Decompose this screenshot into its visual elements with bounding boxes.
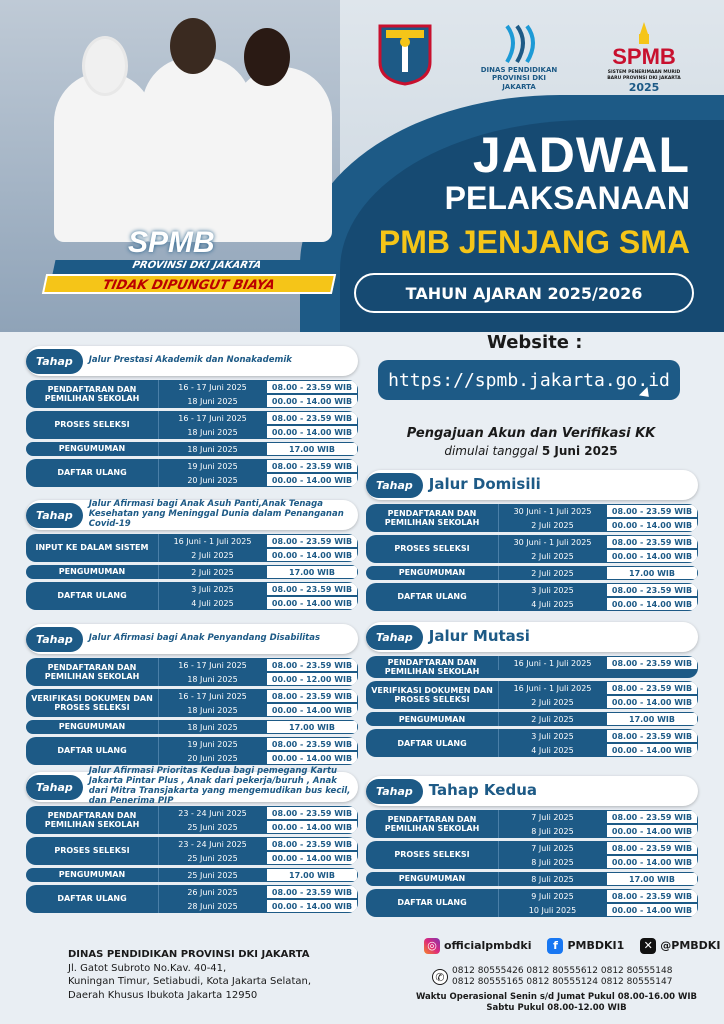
schedule-row xyxy=(26,442,358,456)
date-cell: 25 Juni 2025 xyxy=(158,851,266,865)
time-cell: 08.00 - 23.59 WIB xyxy=(606,729,698,743)
date-cell: 2 Juli 2025 xyxy=(498,566,606,580)
time-cell: 08.00 - 23.59 WIB xyxy=(266,534,358,548)
schedule-section xyxy=(26,500,358,613)
time-cell: 00.00 - 14.00 WIB xyxy=(266,394,358,408)
social-links xyxy=(424,938,720,954)
activity-label: DAFTAR ULANG xyxy=(397,738,467,748)
date-cell: 20 Juni 2025 xyxy=(158,751,266,765)
title-pmb-sma: PMB JENJANG SMA xyxy=(378,224,690,260)
instagram-icon: ◎ xyxy=(424,938,440,954)
title-jadwal: JADWAL xyxy=(472,127,690,183)
section-header xyxy=(366,470,698,500)
time-cell: 00.00 - 14.00 WIB xyxy=(606,855,698,869)
time-cell: 00.00 - 14.00 WIB xyxy=(266,548,358,562)
date-cell: 23 - 24 Juni 2025 xyxy=(158,806,266,820)
activity-label: PENDAFTARAN DAN PEMILIHAN SEKOLAH xyxy=(384,658,480,677)
footer-address: DINAS PENDIDIKAN PROVINSI DKI JAKARTA Jl. Gatot Subroto No.Kav. 40-41, Kuningan Timur, Setiabudi, Kota Jakarta Selatan, Daerah Khusus Ibukota Jakarta 12950 xyxy=(68,949,312,1001)
date-cell: 8 Juli 2025 xyxy=(498,824,606,838)
time-cell: 08.00 - 23.59 WIB xyxy=(266,737,358,751)
schedule-section xyxy=(366,622,698,760)
schedule-row xyxy=(26,658,358,686)
activity-label: VERIFIKASI DOKUMEN DAN PROSES SELEKSI xyxy=(371,686,493,705)
activity-label: DAFTAR ULANG xyxy=(57,468,127,478)
section-title: Jalur Domisili xyxy=(428,475,541,494)
schedule-section xyxy=(26,766,358,916)
date-cell: 2 Juli 2025 xyxy=(158,565,266,579)
activity-label: PENGUMUMAN xyxy=(398,714,466,724)
activity-label: PENGUMUMAN xyxy=(398,568,466,578)
time-cell: 08.00 - 23.59 WIB xyxy=(266,806,358,820)
time-cell: 00.00 - 14.00 WIB xyxy=(266,820,358,834)
date-cell: 4 Juli 2025 xyxy=(498,597,606,611)
spmb-free-badge: SPMB PROVINSI DKI JAKARTA TIDAK DIPUNGUT BIAYA xyxy=(34,226,339,302)
time-cell: 08.00 - 23.59 WIB xyxy=(606,583,698,597)
date-cell: 28 Juni 2025 xyxy=(158,899,266,913)
activity-label: PROSES SELEKSI xyxy=(394,544,470,554)
tahap-pill: Tahap xyxy=(366,473,423,498)
section-title: Tahap Kedua xyxy=(428,781,538,800)
time-cell: 08.00 - 23.59 WIB xyxy=(266,411,358,425)
activity-label: VERIFIKASI DOKUMEN DAN PROSES SELEKSI xyxy=(31,693,153,712)
activity-label: PROSES SELEKSI xyxy=(54,420,130,430)
time-cell: 00.00 - 14.00 WIB xyxy=(266,596,358,610)
time-cell: 00.00 - 14.00 WIB xyxy=(606,695,698,709)
time-cell: 08.00 - 23.59 WIB xyxy=(606,504,698,518)
activity-label: PENDAFTARAN DAN PEMILIHAN SEKOLAH xyxy=(44,810,140,829)
time-cell: 00.00 - 14.00 WIB xyxy=(266,899,358,913)
activity-label: PENGUMUMAN xyxy=(58,444,126,454)
date-cell: 10 Juli 2025 xyxy=(498,903,606,917)
date-cell: 16 Juni - 1 Juli 2025 xyxy=(158,534,266,548)
time-cell: 08.00 - 23.59 WIB xyxy=(606,841,698,855)
time-cell: 00.00 - 14.00 WIB xyxy=(266,425,358,439)
academic-year-badge: TAHUN AJARAN 2025/2026 xyxy=(354,273,694,313)
schedule-row xyxy=(366,681,698,709)
section-header xyxy=(26,624,358,654)
date-cell: 16 - 17 Juni 2025 xyxy=(158,658,266,672)
title-pelaksanaan: PELAKSANAAN xyxy=(444,180,690,216)
activity-label: DAFTAR ULANG xyxy=(57,591,127,601)
time-cell: 08.00 - 23.59 WIB xyxy=(606,681,698,695)
spmb-logo: SPMB SISTEM PENERIMAAN MURID BARU PROVINSI DKI JAKARTA 2025 xyxy=(604,22,684,94)
time-cell: 08.00 - 23.59 WIB xyxy=(266,380,358,394)
date-cell: 2 Juli 2025 xyxy=(498,518,606,532)
schedule-section xyxy=(366,776,698,920)
time-cell: 08.00 - 23.59 WIB xyxy=(606,810,698,824)
tahap-pill: Tahap xyxy=(26,775,83,800)
date-cell: 20 Juni 2025 xyxy=(158,473,266,487)
time-cell: 08.00 - 23.59 WIB xyxy=(606,656,698,670)
schedule-row xyxy=(26,582,358,610)
date-cell: 9 Juli 2025 xyxy=(498,889,606,903)
hero-banner xyxy=(0,0,724,332)
tahap-pill: Tahap xyxy=(366,779,423,804)
time-cell: 00.00 - 12.00 WIB xyxy=(266,672,358,686)
date-cell: 4 Juli 2025 xyxy=(498,743,606,757)
schedule-row xyxy=(366,535,698,563)
date-cell: 18 Juni 2025 xyxy=(158,394,266,408)
section-header xyxy=(26,346,358,376)
section-header xyxy=(366,622,698,652)
schedule-row xyxy=(366,841,698,869)
time-cell: 17.00 WIB xyxy=(266,565,358,579)
time-cell: 08.00 - 23.59 WIB xyxy=(266,689,358,703)
activity-label: PENDAFTARAN DAN PEMILIHAN SEKOLAH xyxy=(44,384,140,403)
section-title: Jalur Prestasi Akademik dan Nonakademik xyxy=(88,355,292,366)
schedule-row xyxy=(26,837,358,865)
date-cell: 18 Juni 2025 xyxy=(158,672,266,686)
time-cell: 17.00 WIB xyxy=(606,566,698,580)
schedule-row xyxy=(366,504,698,532)
date-cell: 19 Juni 2025 xyxy=(158,459,266,473)
time-cell: 17.00 WIB xyxy=(266,442,358,456)
time-cell: 00.00 - 14.00 WIB xyxy=(266,703,358,717)
date-cell: 19 Juni 2025 xyxy=(158,737,266,751)
date-cell: 8 Juli 2025 xyxy=(498,872,606,886)
date-cell: 16 Juni - 1 Juli 2025 xyxy=(498,656,606,670)
date-cell: 18 Juni 2025 xyxy=(158,703,266,717)
time-cell: 17.00 WIB xyxy=(606,712,698,726)
date-cell: 4 Juli 2025 xyxy=(158,596,266,610)
date-cell: 2 Juli 2025 xyxy=(498,549,606,563)
date-cell: 16 - 17 Juni 2025 xyxy=(158,380,266,394)
section-header xyxy=(366,776,698,806)
tahap-pill: Tahap xyxy=(26,349,83,374)
schedule-section xyxy=(26,624,358,768)
time-cell: 00.00 - 14.00 WIB xyxy=(266,851,358,865)
date-cell: 3 Juli 2025 xyxy=(498,583,606,597)
date-cell: 18 Juni 2025 xyxy=(158,720,266,734)
activity-label: PENDAFTARAN DAN PEMILIHAN SEKOLAH xyxy=(384,508,480,527)
schedule-row xyxy=(366,872,698,886)
time-cell: 17.00 WIB xyxy=(266,720,358,734)
phone-numbers: ✆ 0812 80555426 0812 80555612 0812 80555148 0812 80555165 0812 80555124 0812 80555147 xyxy=(432,966,672,989)
date-cell: 2 Juli 2025 xyxy=(498,695,606,709)
website-label: Website : xyxy=(487,332,583,353)
time-cell: 00.00 - 14.00 WIB xyxy=(606,743,698,757)
schedule-row xyxy=(26,868,358,882)
account-start-date: dimulai tanggal 5 Juni 2025 xyxy=(444,444,618,458)
activity-label: PROSES SELEKSI xyxy=(54,846,130,856)
schedule-row xyxy=(366,810,698,838)
activity-label: DAFTAR ULANG xyxy=(57,746,127,756)
facebook-icon: f xyxy=(547,938,563,954)
time-cell: 00.00 - 14.00 WIB xyxy=(266,751,358,765)
schedule-row xyxy=(366,729,698,757)
activity-label: PENDAFTARAN DAN PEMILIHAN SEKOLAH xyxy=(44,662,140,681)
date-cell: 16 - 17 Juni 2025 xyxy=(158,411,266,425)
schedule-row xyxy=(26,411,358,439)
date-cell: 16 - 17 Juni 2025 xyxy=(158,689,266,703)
time-cell: 17.00 WIB xyxy=(606,872,698,886)
section-title: Jalur Afirmasi Prioritas Kedua bagi pemegang Kartu Jakarta Pintar Plus , Anak dari pekerja/buruh , Anak dari Mitra Transjakarta yang mengemudikan bus kecil, dan Penerima PIP xyxy=(88,766,351,806)
section-title: Jalur Afirmasi bagi Anak Asuh Panti,Anak Tenaga Kesehatan yang Meninggal Dunia dalam Penanganan Covid-19 xyxy=(88,499,344,529)
disdik-logo: DINAS PENDIDIKAN PROVINSI DKI JAKARTA xyxy=(474,22,564,91)
date-cell: 30 Juni - 1 Juli 2025 xyxy=(498,535,606,549)
section-header xyxy=(26,766,358,806)
time-cell: 08.00 - 23.59 WIB xyxy=(606,889,698,903)
time-cell: 00.00 - 14.00 WIB xyxy=(266,473,358,487)
instagram-link[interactable]: ◎ officialpmbdki xyxy=(424,938,531,954)
activity-label: DAFTAR ULANG xyxy=(57,894,127,904)
activity-label: DAFTAR ULANG xyxy=(397,592,467,602)
jaya-raya-emblem xyxy=(376,22,434,86)
date-cell: 26 Juni 2025 xyxy=(158,885,266,899)
schedule-row xyxy=(26,806,358,834)
activity-label: PENGUMUMAN xyxy=(58,722,126,732)
x-link[interactable]: ✕ @PMBDKI xyxy=(640,938,720,954)
schedule-section xyxy=(366,470,698,614)
schedule-row xyxy=(26,720,358,734)
time-cell: 00.00 - 14.00 WIB xyxy=(606,597,698,611)
activity-label: PROSES SELEKSI xyxy=(394,850,470,860)
footer-org: DINAS PENDIDIKAN PROVINSI DKI JAKARTA xyxy=(68,949,310,960)
schedule-row xyxy=(26,459,358,487)
activity-label: PENGUMUMAN xyxy=(58,870,126,880)
date-cell: 18 Juni 2025 xyxy=(158,425,266,439)
account-verification-note: Pengajuan Akun dan Verifikasi KK xyxy=(406,426,656,441)
schedule-row xyxy=(366,566,698,580)
time-cell: 08.00 - 23.59 WIB xyxy=(266,582,358,596)
tahap-pill: Tahap xyxy=(26,627,83,652)
time-cell: 08.00 - 23.59 WIB xyxy=(266,459,358,473)
activity-label: PENGUMUMAN xyxy=(398,874,466,884)
activity-label: INPUT KE DALAM SISTEM xyxy=(35,543,149,553)
schedule-row xyxy=(26,380,358,408)
schedule-row xyxy=(26,885,358,913)
phone-icon: ✆ xyxy=(432,969,448,985)
website-url[interactable]: https://spmb.jakarta.go.id xyxy=(378,360,680,400)
time-cell: 00.00 - 14.00 WIB xyxy=(606,824,698,838)
facebook-link[interactable]: f PMBDKI1 xyxy=(547,938,624,954)
time-cell: 08.00 - 23.59 WIB xyxy=(606,535,698,549)
logo-bar xyxy=(376,22,684,94)
schedule-row xyxy=(366,889,698,917)
date-cell: 2 Juli 2025 xyxy=(158,548,266,562)
time-cell: 00.00 - 14.00 WIB xyxy=(606,903,698,917)
section-title: Jalur Afirmasi bagi Anak Penyandang Disabilitas xyxy=(88,633,321,644)
operating-hours: Waktu Operasional Senin s/d Jumat Pukul 08.00-16.00 WIB Sabtu Pukul 08.00-12.00 WIB xyxy=(415,992,698,1014)
schedule-section xyxy=(26,346,358,490)
date-cell: 7 Juli 2025 xyxy=(498,810,606,824)
date-cell: 3 Juli 2025 xyxy=(498,729,606,743)
time-cell: 08.00 - 23.59 WIB xyxy=(266,885,358,899)
date-cell: 25 Juni 2025 xyxy=(158,820,266,834)
time-cell: 00.00 - 14.00 WIB xyxy=(606,549,698,563)
section-header xyxy=(26,500,358,530)
date-cell: 23 - 24 Juni 2025 xyxy=(158,837,266,851)
activity-label: DAFTAR ULANG xyxy=(397,898,467,908)
activity-label: PENDAFTARAN DAN PEMILIHAN SEKOLAH xyxy=(384,814,480,833)
time-cell: 08.00 - 23.59 WIB xyxy=(266,658,358,672)
time-cell: 08.00 - 23.59 WIB xyxy=(266,837,358,851)
date-cell: 30 Juni - 1 Juli 2025 xyxy=(498,504,606,518)
date-cell: 7 Juli 2025 xyxy=(498,841,606,855)
schedule-row xyxy=(366,656,698,678)
x-icon: ✕ xyxy=(640,938,656,954)
schedule-row xyxy=(26,565,358,579)
date-cell: 18 Juni 2025 xyxy=(158,442,266,456)
time-cell: 17.00 WIB xyxy=(266,868,358,882)
schedule-row xyxy=(26,737,358,765)
activity-label: PENGUMUMAN xyxy=(58,567,126,577)
date-cell: 16 Juni - 1 Juli 2025 xyxy=(498,681,606,695)
date-cell: 25 Juni 2025 xyxy=(158,868,266,882)
date-cell: 3 Juli 2025 xyxy=(158,582,266,596)
time-cell: 00.00 - 14.00 WIB xyxy=(606,518,698,532)
schedule-row xyxy=(26,689,358,717)
spmb-logo-text: SPMB xyxy=(612,44,676,69)
schedule-row xyxy=(366,712,698,726)
date-cell: 8 Juli 2025 xyxy=(498,855,606,869)
tahap-pill: Tahap xyxy=(366,625,423,650)
section-title: Jalur Mutasi xyxy=(428,627,530,646)
date-cell: 2 Juli 2025 xyxy=(498,712,606,726)
schedule-row xyxy=(366,583,698,611)
tahap-pill: Tahap xyxy=(26,503,83,528)
schedule-row xyxy=(26,534,358,562)
